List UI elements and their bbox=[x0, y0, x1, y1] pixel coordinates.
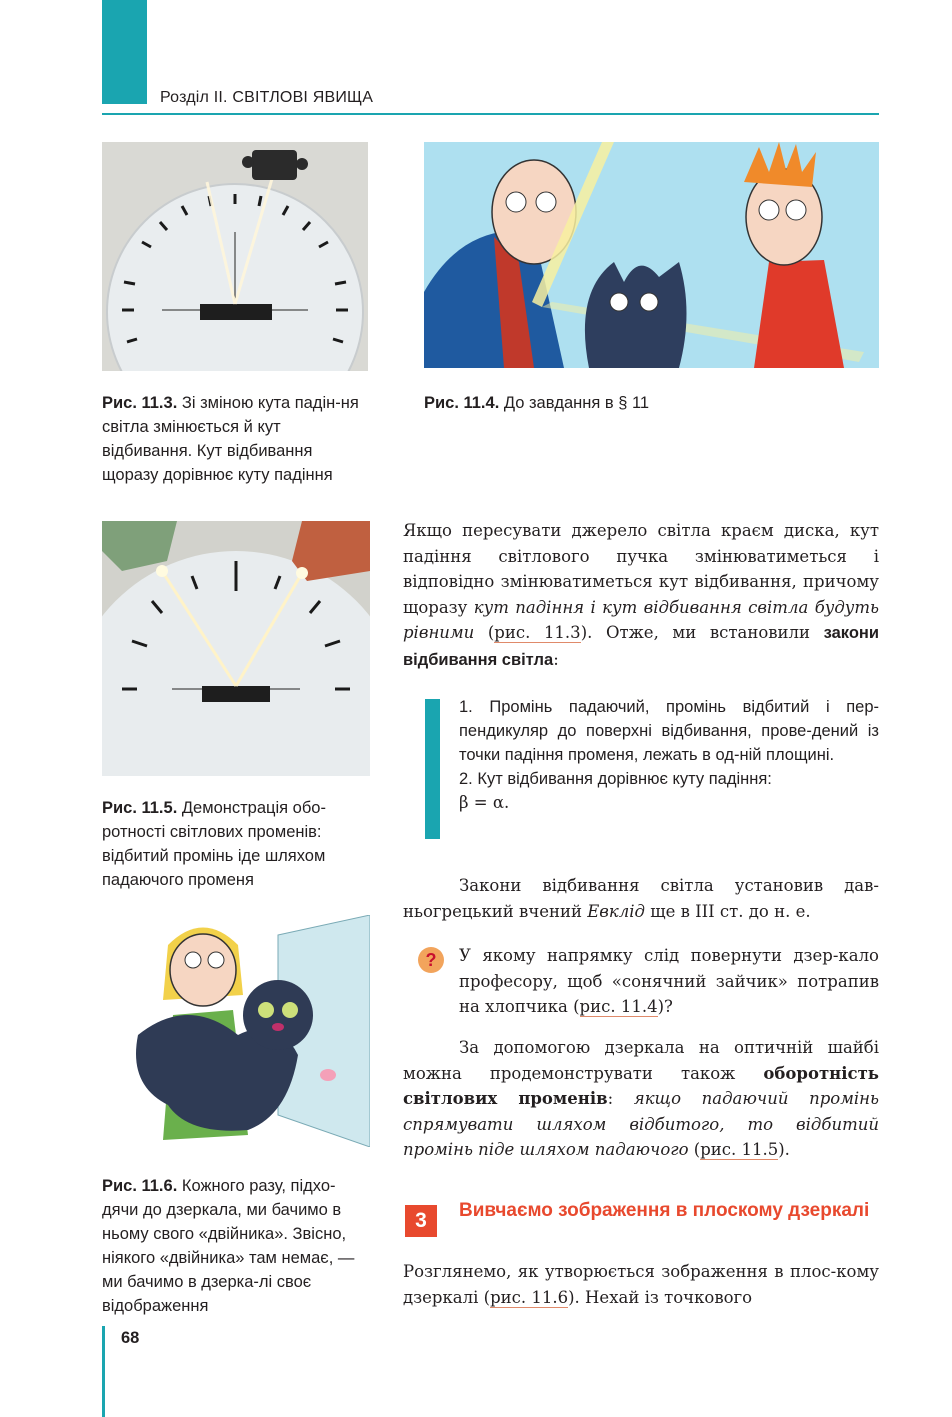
text-run: : bbox=[607, 1089, 634, 1108]
text-run: ). Отже, ми встановили bbox=[580, 623, 824, 642]
figure-11-5-caption bbox=[102, 796, 370, 892]
figure-11-6-image bbox=[128, 915, 370, 1147]
text-run: Розглянемо, як утворюється зображення в плос-кому дзеркалі ( bbox=[403, 1262, 879, 1307]
text-run: Якщо пересувати джерело світла краєм диска, кут падіння світлового пучка змінюватиметься і відповідно змінюватиметься кут відбивання, причому щоразу bbox=[403, 521, 879, 617]
text-run: ). bbox=[778, 1140, 790, 1159]
page-number: 68 bbox=[121, 1329, 140, 1347]
text-run: ). Нехай із точкового bbox=[568, 1287, 753, 1307]
figure-caption-text: Кожного разу, підхо-дячи до дзеркала, ми бачимо в ньому свого «двійника». Звісно, ніякого «двійника» там немає, — ми бачимо в дзерка-лі своє відображення bbox=[102, 1177, 355, 1315]
question-icon: ? bbox=[418, 947, 444, 973]
key-term: оборотність світлових променів bbox=[403, 1063, 879, 1108]
law-formula: β = α. bbox=[459, 793, 510, 812]
figure-reference-link[interactable]: рис. 11.6 bbox=[490, 1287, 569, 1307]
figure-11-4-caption bbox=[424, 391, 879, 415]
figure-11-3-image bbox=[102, 142, 368, 371]
paragraph-plane-mirror bbox=[403, 1259, 879, 1310]
section-number-badge: 3 bbox=[405, 1205, 437, 1237]
paragraph-reversibility bbox=[403, 1035, 879, 1163]
figure-11-5-image bbox=[102, 521, 370, 776]
header-accent-block bbox=[102, 0, 147, 104]
text-run: : bbox=[553, 649, 559, 669]
text-run: ( bbox=[688, 1140, 701, 1159]
laws-of-reflection bbox=[459, 695, 879, 815]
figure-11-3-caption bbox=[102, 391, 368, 487]
law-2: 2. Кут відбивання дорівнює куту падіння: bbox=[459, 770, 772, 788]
figure-11-6-caption bbox=[102, 1174, 370, 1318]
text-run: Закони відбивання світла установив дав-ньогрецький вчений bbox=[403, 876, 879, 921]
text-run: ( bbox=[474, 623, 495, 642]
law-1: 1. Промінь падаючий, промінь відбитий і пер-пендикуляр до поверхні відбивання, прове-дений із точки падіння променя, лежать в од-ній площині. bbox=[459, 698, 879, 764]
emphasis-text: Евклід bbox=[587, 901, 645, 921]
emphasis-text: якщо падаючий промінь спрямувати шляхом відбитого, то відбитий промінь піде шляхом падаючого bbox=[403, 1089, 880, 1159]
key-term: закони відбивання світла bbox=[403, 624, 880, 669]
emphasis-text: кут падіння і кут відбивання світла будуть рівними bbox=[403, 597, 879, 642]
text-run: ще в ІІІ ст. до н. е. bbox=[644, 901, 811, 921]
figure-caption-text: Демонстрація обо-ротності світлових променів: відбитий промінь іде шляхом падаючого променя bbox=[102, 799, 326, 889]
text-run: За допомогою дзеркала на оптичній шайбі можна продемонструвати також bbox=[403, 1038, 879, 1083]
figure-11-4-image bbox=[424, 142, 879, 368]
footer-accent-bar bbox=[102, 1326, 105, 1417]
figure-caption-text: До завдання в § 11 bbox=[503, 394, 650, 412]
figure-caption-text: Зі зміною кута падін-ня світла змінюється й кут відбивання. Кут відбивання щоразу дорівнює куту падіння bbox=[102, 394, 359, 484]
figure-label: Рис. 11.4. bbox=[424, 394, 500, 412]
text-run: У якому напрямку слід повернути дзер-кало професору, щоб «сонячний зайчик» потрапив на хлопчика ( bbox=[459, 946, 879, 1016]
section-heading: Вивчаємо зображення в плоскому дзеркалі bbox=[459, 1200, 870, 1221]
paragraph-angle-change bbox=[403, 518, 879, 673]
figure-label: Рис. 11.6. bbox=[102, 1177, 178, 1195]
question-text bbox=[459, 943, 879, 1020]
laws-accent-bar bbox=[425, 699, 440, 839]
figure-reference-link[interactable]: рис. 11.4 bbox=[579, 997, 658, 1016]
figure-label: Рис. 11.3. bbox=[102, 394, 178, 412]
figure-label: Рис. 11.5. bbox=[102, 799, 178, 817]
figure-reference-link[interactable]: рис. 11.5 bbox=[700, 1140, 779, 1159]
header-rule bbox=[102, 113, 879, 115]
paragraph-euclid bbox=[403, 873, 879, 924]
figure-reference-link[interactable]: рис. 11.3 bbox=[494, 623, 581, 642]
text-run: )? bbox=[657, 997, 673, 1016]
section-header-title: Розділ ІІ. СВІТЛОВІ ЯВИЩА bbox=[160, 89, 374, 106]
